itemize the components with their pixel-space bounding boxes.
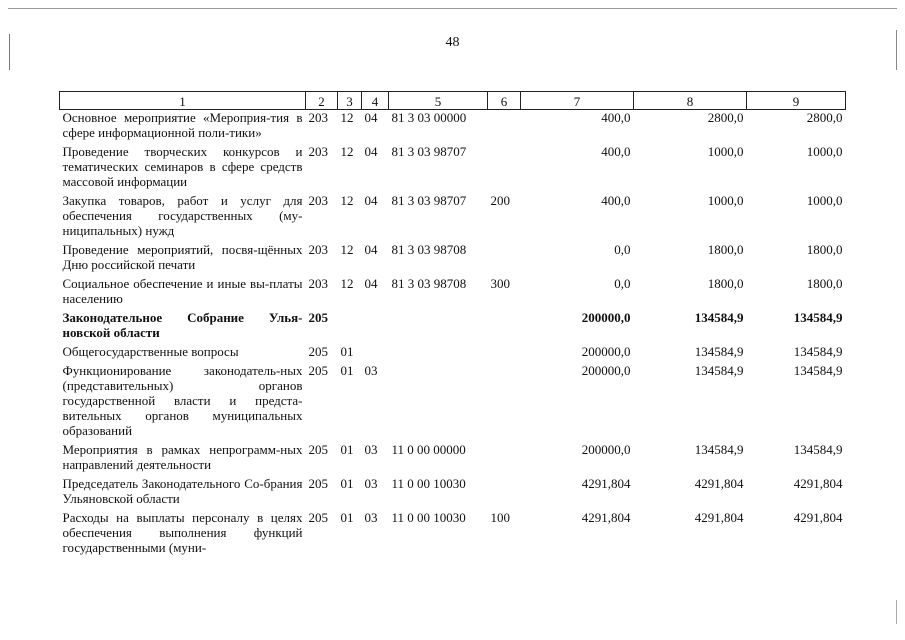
header-cell: 5	[389, 92, 488, 110]
amount-col9-cell: 1000,0	[806, 144, 843, 159]
target-code-cell: 11 0 00 00000	[391, 442, 466, 457]
sub-subsection-code-cell	[362, 306, 389, 340]
amount-col9-cell: 134584,9	[793, 442, 843, 457]
subsection-code-cell: 12	[340, 193, 354, 208]
subsection-code-cell: 01	[340, 344, 354, 359]
amount-col7-cell: 200000,0	[581, 310, 631, 325]
header-cell: 1	[60, 92, 306, 110]
subsection-code-cell: 01	[340, 510, 354, 525]
expense-type-code-cell	[488, 340, 521, 359]
subsection-code-cell: 12	[340, 110, 354, 125]
amount-col9-cell: 134584,9	[793, 363, 843, 378]
table-row	[60, 110, 846, 141]
amount-col8-cell: 4291,804	[694, 476, 744, 491]
section-code-cell: 205	[308, 344, 328, 359]
expense-type-code-cell: 200	[490, 193, 510, 208]
section-code-cell: 203	[308, 276, 328, 291]
section-code-cell: 205	[308, 363, 328, 378]
amount-col7-cell: 4291,804	[581, 510, 631, 525]
amount-col8-cell: 1800,0	[707, 242, 744, 257]
table-row	[60, 472, 846, 506]
table-row	[60, 359, 846, 438]
table-row	[60, 140, 846, 189]
amount-col7-cell: 400,0	[601, 144, 631, 159]
sub-subsection-code-cell: 03	[364, 510, 378, 525]
header-cell: 4	[362, 92, 389, 110]
sub-subsection-code-cell: 03	[364, 442, 378, 457]
section-code-cell: 205	[308, 510, 328, 525]
amount-col9-cell: 134584,9	[793, 344, 843, 359]
sub-subsection-code-cell: 03	[364, 476, 378, 491]
item-name-cell: Мероприятия в рамках непрограмм-ных направлений деятельности	[62, 442, 303, 472]
expense-type-code-cell	[488, 306, 521, 340]
table-row	[60, 189, 846, 238]
target-code-cell: 81 3 03 98708	[391, 242, 467, 257]
section-code-cell: 205	[308, 476, 328, 491]
table-row	[60, 272, 846, 306]
item-name-cell: Расходы на выплаты персоналу в целях обеспечения выполнения функций государственными (муни-	[62, 510, 303, 555]
right-margin-mark-bottom	[896, 600, 897, 624]
section-code-cell: 203	[308, 242, 328, 257]
sub-subsection-code-cell: 04	[364, 144, 378, 159]
amount-col8-cell: 2800,0	[707, 110, 744, 125]
amount-col9-cell: 2800,0	[806, 110, 843, 125]
item-name-cell: Основное мероприятие «Мероприя-тия в сфере информационной поли-тики»	[62, 110, 303, 140]
expense-type-code-cell	[488, 359, 521, 438]
target-code-cell	[389, 359, 488, 438]
section-code-cell: 203	[308, 144, 328, 159]
amount-col8-cell: 1000,0	[707, 193, 744, 208]
page-number: 48	[445, 35, 460, 50]
table-row	[60, 340, 846, 359]
amount-col7-cell: 200000,0	[581, 363, 631, 378]
amount-col9-cell: 1000,0	[806, 193, 843, 208]
section-code-cell: 205	[308, 442, 328, 457]
table-body	[60, 110, 846, 556]
sub-subsection-code-cell	[362, 340, 389, 359]
section-code-cell: 203	[308, 193, 328, 208]
budget-table	[59, 91, 846, 555]
subsection-code-cell: 01	[340, 363, 354, 378]
amount-col7-cell: 400,0	[601, 193, 631, 208]
subsection-code-cell	[338, 306, 362, 340]
sub-subsection-code-cell: 04	[364, 276, 378, 291]
header-cell: 2	[306, 92, 338, 110]
amount-col8-cell: 134584,9	[694, 363, 744, 378]
item-name-cell: Проведение творческих конкурсов и тематических семинаров в сфере средств массовой информации	[62, 144, 303, 189]
item-name-cell: Социальное обеспечение и иные вы-платы населению	[62, 276, 303, 306]
target-code-cell: 81 3 03 00000	[391, 110, 467, 125]
amount-col9-cell: 4291,804	[793, 510, 843, 525]
expense-type-code-cell	[488, 438, 521, 472]
top-rule	[8, 8, 897, 9]
sub-subsection-code-cell: 04	[364, 242, 378, 257]
subsection-code-cell: 12	[340, 242, 354, 257]
target-code-cell: 11 0 00 10030	[391, 510, 466, 525]
subsection-code-cell: 01	[340, 476, 354, 491]
header-cell: 7	[521, 92, 634, 110]
amount-col9-cell: 1800,0	[806, 276, 843, 291]
target-code-cell: 81 3 03 98707	[391, 144, 467, 159]
table-row	[60, 238, 846, 272]
amount-col7-cell: 200000,0	[581, 344, 631, 359]
table-row	[60, 506, 846, 555]
amount-col9-cell: 1800,0	[806, 242, 843, 257]
subsection-code-cell: 12	[340, 276, 354, 291]
subsection-code-cell: 12	[340, 144, 354, 159]
amount-col8-cell: 4291,804	[694, 510, 744, 525]
section-code-cell: 203	[308, 110, 328, 125]
amount-col7-cell: 200000,0	[581, 442, 631, 457]
sub-subsection-code-cell: 04	[364, 110, 378, 125]
item-name-cell: Функционирование законодатель-ных (представительных) органов государственной власти и предста-вительных органов муниципальных образований	[62, 363, 303, 438]
target-code-cell: 81 3 03 98707	[391, 193, 467, 208]
amount-col9-cell: 134584,9	[793, 310, 843, 325]
header-cell: 3	[338, 92, 362, 110]
amount-col8-cell: 134584,9	[694, 310, 744, 325]
amount-col9-cell: 4291,804	[793, 476, 843, 491]
amount-col7-cell: 4291,804	[581, 476, 631, 491]
sub-subsection-code-cell: 03	[364, 363, 378, 378]
table-row	[60, 306, 846, 340]
header-cell: 9	[747, 92, 846, 110]
expense-type-code-cell: 300	[490, 276, 510, 291]
target-code-cell: 81 3 03 98708	[391, 276, 467, 291]
item-name-cell: Закупка товаров, работ и услуг для обеспечения государственных (му-ниципальных) нужд	[62, 193, 303, 238]
expense-type-code-cell	[488, 110, 521, 141]
header-row	[60, 92, 846, 110]
expense-type-code-cell: 100	[490, 510, 510, 525]
item-name-cell: Проведение мероприятий, посвя-щённых Дню российской печати	[62, 242, 303, 272]
item-name-cell: Председатель Законодательного Со-брания Ульяновской области	[62, 476, 303, 506]
amount-col7-cell: 0,0	[614, 276, 631, 291]
header-cell: 6	[488, 92, 521, 110]
subsection-code-cell: 01	[340, 442, 354, 457]
amount-col8-cell: 134584,9	[694, 344, 744, 359]
amount-col8-cell: 1000,0	[707, 144, 744, 159]
expense-type-code-cell	[488, 140, 521, 189]
table-row	[60, 438, 846, 472]
header-cell: 8	[634, 92, 747, 110]
amount-col7-cell: 0,0	[614, 242, 631, 257]
sub-subsection-code-cell: 04	[364, 193, 378, 208]
expense-type-code-cell	[488, 238, 521, 272]
target-code-cell	[389, 340, 488, 359]
amount-col8-cell: 134584,9	[694, 442, 744, 457]
amount-col8-cell: 1800,0	[707, 276, 744, 291]
expense-type-code-cell	[488, 472, 521, 506]
target-code-cell: 11 0 00 10030	[391, 476, 466, 491]
item-name-cell: Общегосударственные вопросы	[62, 344, 239, 359]
item-name-cell: Законодательное Собрание Улья-новской области	[62, 310, 303, 340]
section-code-cell: 205	[308, 310, 328, 325]
target-code-cell	[389, 306, 488, 340]
amount-col7-cell: 400,0	[601, 110, 631, 125]
